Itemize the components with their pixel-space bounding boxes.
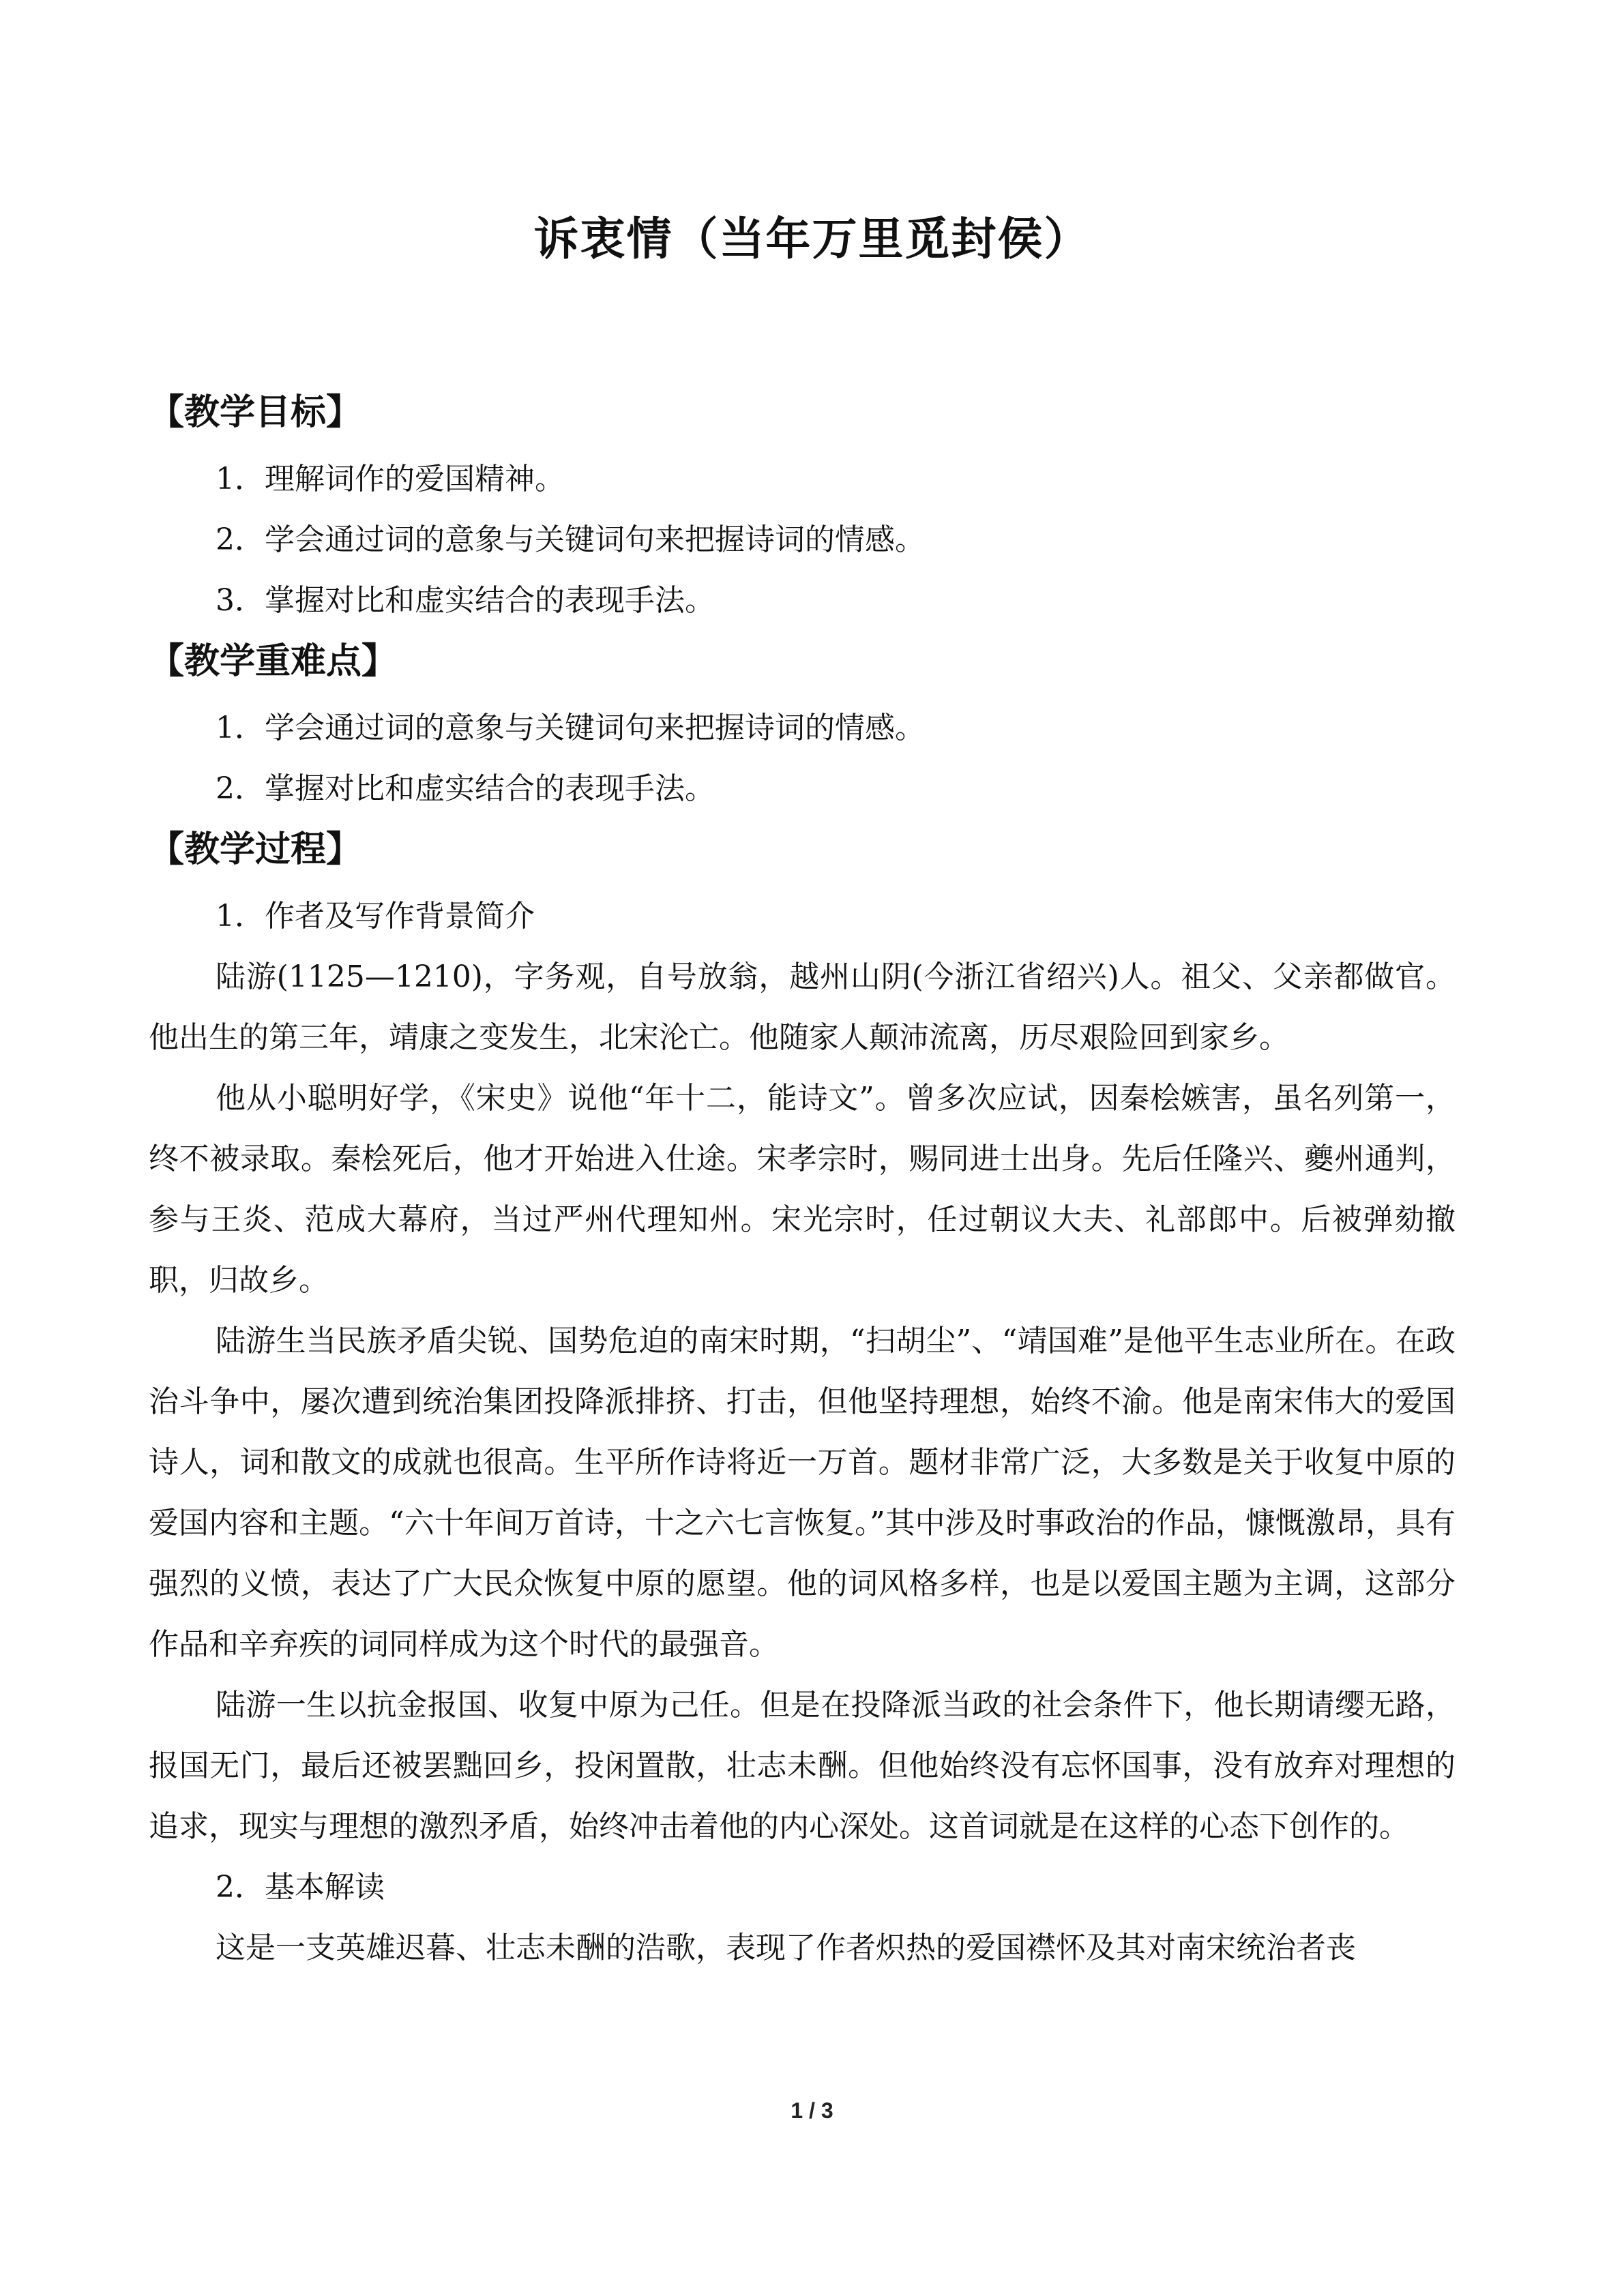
section-heading-objectives: 【教学目标】 — [149, 392, 362, 433]
page-number: 1 / 3 — [791, 2098, 833, 2123]
objective-item: 1．理解词作的爱国精神。 — [216, 462, 565, 496]
process-paragraph: 陆游(1125—1210)，字务观，自号放翁，越州山阴(今浙江省绍兴)人。祖父、父亲都做官。他出生的第三年，靖康之变发生，北宋沦亡。他随家人颠沛流离，历尽艰险回到家乡。 — [149, 959, 1456, 1055]
key-point-item: 1．学会通过词的意象与关键词句来把握诗词的情感。 — [216, 711, 925, 745]
process-paragraph: 他从小聪明好学，《宋史》说他“年十二，能诗文”。曾多次应试，因秦桧嫉害，虽名列第一，终不被录取。秦桧死后，他才开始进入仕途。宋孝宗时，赐同进士出身。先后任隆兴、夔州通判，参与王炎、范成大幕府，当过严州代理知州。宋光宗时，任过朝议大夫、礼部郎中。后被弹劾撤职，归故乡。 — [149, 1081, 1456, 1298]
process-subheading-background: 1．作者及写作背景简介 — [216, 899, 535, 934]
objective-item: 2．学会通过词的意象与关键词句来把握诗词的情感。 — [216, 522, 925, 557]
section-heading-process: 【教学过程】 — [149, 829, 362, 870]
objective-item: 3．掌握对比和虚实结合的表现手法。 — [216, 583, 715, 618]
process-paragraph: 陆游一生以抗金报国、收复中原为己任。但是在投降派当政的社会条件下，他长期请缨无路，报国无门，最后还被罢黜回乡，投闲置散，壮志未酬。但他始终没有忘怀国事，没有放弃对理想的追求，现实与理想的激烈矛盾，始终冲击着他的内心深处。这首词就是在这样的心态下创作的。 — [149, 1688, 1456, 1844]
process-subheading-reading: 2．基本解读 — [216, 1870, 385, 1905]
document-title: 诉衷情（当年万里觅封侯） — [533, 212, 1091, 265]
document-body — [149, 382, 1456, 1978]
key-point-item: 2．掌握对比和虚实结合的表现手法。 — [216, 771, 715, 806]
process-paragraph: 这是一支英雄迟暮、壮志未酬的浩歌，表现了作者炽热的爱国襟怀及其对南宋统治者丧 — [216, 1930, 1356, 1965]
process-paragraph: 陆游生当民族矛盾尖锐、国势危迫的南宋时期，“扫胡尘”、“靖国难”是他平生志业所在。在政治斗争中，屡次遭到统治集团投降派排挤、打击，但他坚持理想，始终不渝。他是南宋伟大的爱国诗人，词和散文的成就也很高。生平所作诗将近一万首。题材非常广泛，大多数是关于收复中原的爱国内容和主题。“六十年间万首诗，十之六七言恢复。”其中涉及时事政治的作品，慷慨激昂，具有强烈的义愤，表达了广大民众恢复中原的愿望。他的词风格多样，也是以爱国主题为主调，这部分作品和辛弃疾的词同样成为这个时代的最强音。 — [149, 1324, 1456, 1662]
section-heading-key-points: 【教学重难点】 — [149, 641, 398, 682]
